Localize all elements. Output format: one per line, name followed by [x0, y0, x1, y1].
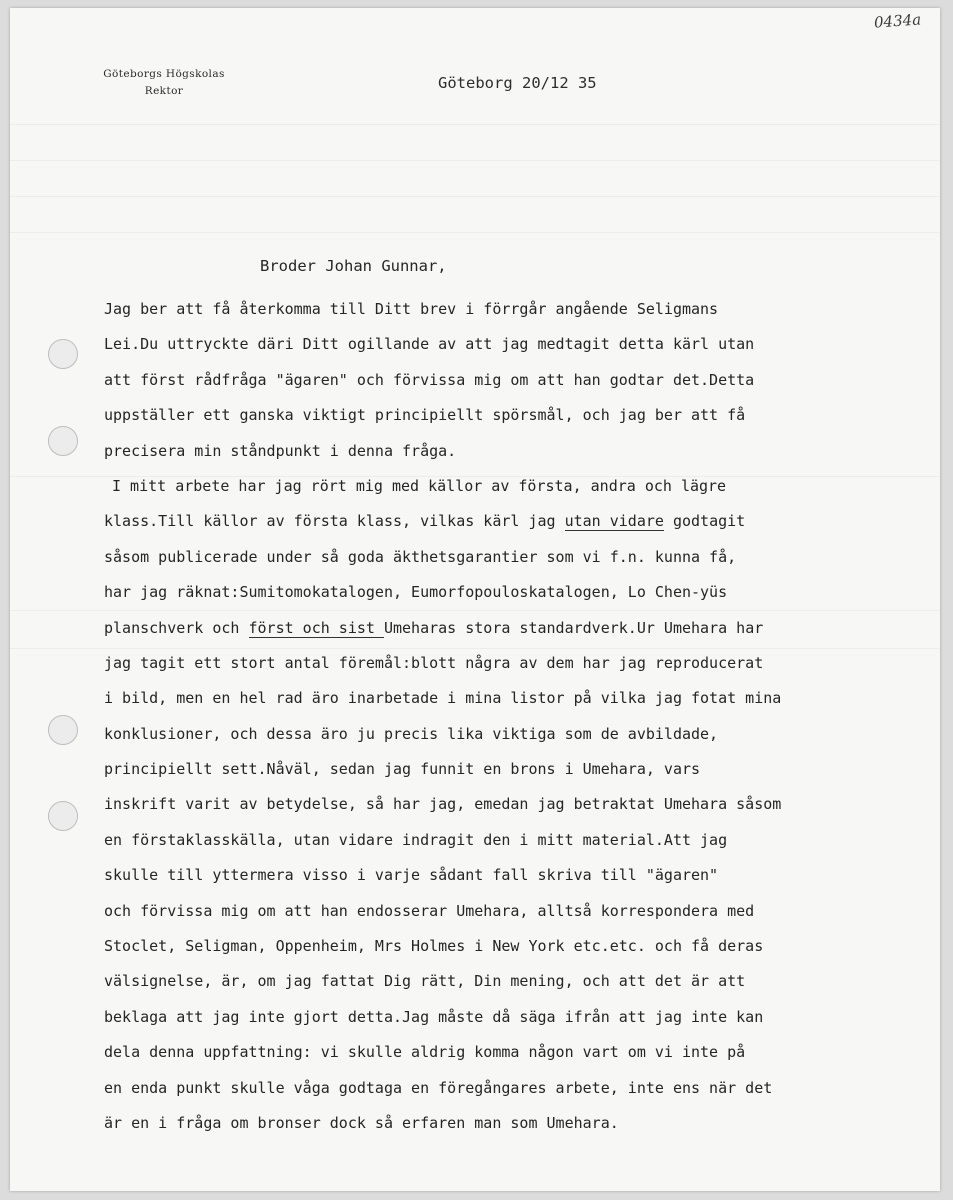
body-line: precisera min ståndpunkt i denna fråga.	[104, 441, 457, 460]
body-line: Stoclet, Seligman, Oppenheim, Mrs Holmes i New York etc.etc. och få deras	[104, 937, 764, 956]
body-line: Lei.Du uttryckte däri Ditt ogillande av att jag medtagit detta kärl utan	[104, 335, 755, 354]
underlined-phrase: utan vidare	[564, 512, 664, 531]
body-line: skulle till yttermera visso i varje sådant fall skriva till "ägaren"	[104, 866, 719, 885]
punch-hole	[48, 801, 78, 831]
body-line: i bild, men en hel rad äro inarbetade i mina listor på vilka jag fotat mina	[104, 689, 782, 708]
body-line: inskrift varit av betydelse, så har jag, emedan jag betraktat Umehara såsom	[104, 795, 782, 814]
body-line	[104, 504, 934, 539]
salutation: Broder Johan Gunnar,	[260, 257, 447, 275]
body-line-text: planschverk och	[104, 618, 249, 637]
bleed-through-line	[10, 160, 940, 161]
archive-number: 0434a	[873, 10, 922, 32]
body-line-text: Umeharas stora standardverk.Ur Umehara har	[383, 618, 764, 637]
body-line: konklusioner, och dessa äro ju precis lika viktiga som de avbildade,	[104, 724, 719, 743]
punch-hole	[48, 426, 78, 456]
bleed-through-line	[10, 196, 940, 197]
body-line: har jag räknat:Sumitomokatalogen, Eumorfopouloskatalogen, Lo Chen-yüs	[104, 583, 728, 602]
bleed-through-line	[10, 124, 940, 125]
body-line: uppställer ett ganska viktigt principiellt spörsmål, och jag ber att få	[104, 406, 746, 425]
dateline: Göteborg 20/12 35	[438, 74, 597, 92]
letterhead	[64, 66, 264, 100]
letter-body	[104, 292, 934, 1141]
body-line: en enda punkt skulle våga godtaga en föregångares arbete, inte ens när det	[104, 1078, 773, 1097]
body-line: jag tagit ett stort antal föremål:blott några av dem har jag reproducerat	[104, 653, 764, 672]
body-line: är en i fråga om bronser dock så erfaren man som Umehara.	[104, 1113, 619, 1132]
body-line-text: godtagit	[663, 512, 746, 531]
body-line: principiellt sett.Nåväl, sedan jag funnit en brons i Umehara, vars	[104, 760, 701, 779]
body-line: såsom publicerade under så goda äkthetsgarantier som vi f.n. kunna få,	[104, 547, 737, 566]
body-line: att först rådfråga "ägaren" och förvissa mig om att han godtar det.Detta	[104, 370, 755, 389]
punch-hole	[48, 339, 78, 369]
letter-page	[10, 8, 940, 1191]
bleed-through-line	[10, 232, 940, 233]
body-line: en förstaklasskälla, utan vidare indragit den i mitt material.Att jag	[104, 830, 728, 849]
body-line: Jag ber att få återkomma till Ditt brev i förrgår angående Seligmans	[104, 300, 719, 318]
body-line: I mitt arbete har jag rört mig med källor av första, andra och lägre	[112, 476, 727, 495]
punch-hole	[48, 715, 78, 745]
letterhead-institution: Göteborgs Högskolas	[103, 68, 225, 80]
body-line: dela denna uppfattning: vi skulle aldrig komma någon vart om vi inte på	[104, 1043, 746, 1062]
body-line: och förvissa mig om att han endosserar Umehara, alltså korrespondera med	[104, 901, 755, 920]
underlined-phrase: först och sist	[248, 618, 384, 637]
body-line-text: klass.Till källor av första klass, vilkas kärl jag	[104, 512, 565, 531]
body-line	[104, 611, 934, 646]
body-line: välsignelse, är, om jag fattat Dig rätt, Din mening, och att det är att	[104, 972, 746, 991]
letterhead-title: Rektor	[144, 85, 184, 97]
body-line: beklaga att jag inte gjort detta.Jag måste då säga ifrån att jag inte kan	[104, 1007, 764, 1026]
